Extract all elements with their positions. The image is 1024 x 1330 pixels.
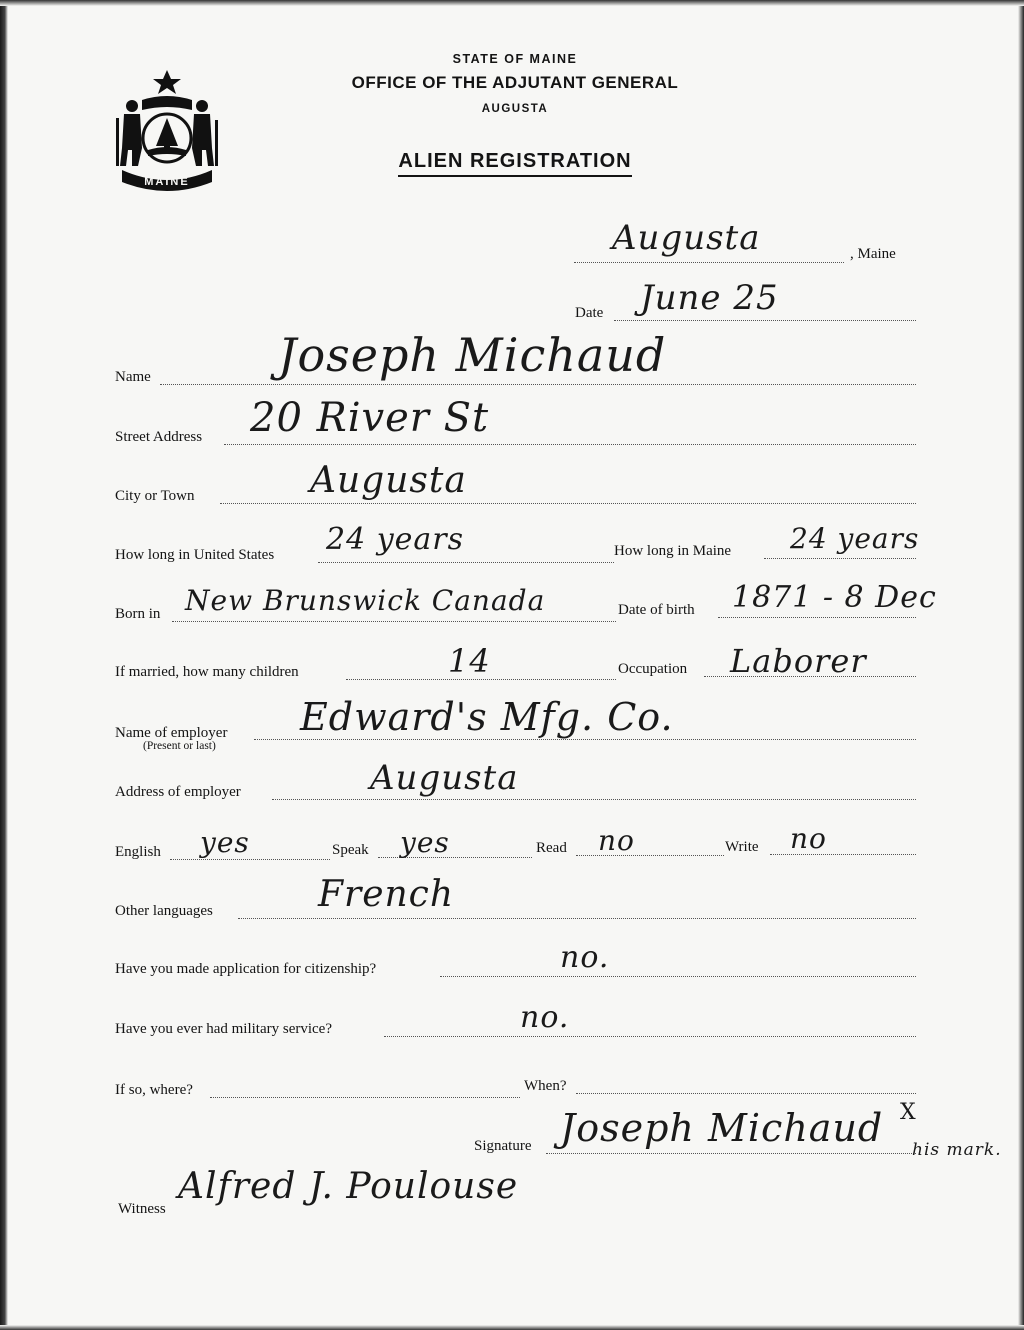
date-of-birth-entry: 1871 - 8 Dec — [732, 580, 937, 615]
born-in-label: Born in — [115, 606, 161, 622]
other-languages-entry: French — [318, 874, 455, 915]
city-heading: AUGUSTA — [481, 103, 549, 115]
street-field-line — [224, 444, 916, 445]
form-title: ALIEN REGISTRATION — [300, 150, 730, 173]
state-of-maine-seal-icon — [112, 66, 222, 194]
scan-edge-right — [1018, 0, 1024, 1330]
scan-edge-left — [0, 0, 8, 1330]
street-label: Street Address — [115, 429, 203, 445]
military-entry: no. — [520, 1000, 570, 1035]
name-field-line — [160, 384, 916, 385]
name-entry: Joseph Michaud — [278, 328, 667, 382]
date-of-birth-field-line — [718, 617, 916, 618]
military-label: Have you ever had military service? — [115, 1021, 332, 1037]
write-entry: no — [790, 822, 827, 855]
english-entry: yes — [200, 826, 250, 859]
english-label: English — [115, 844, 161, 860]
name-label: Name — [115, 369, 151, 385]
place-entry: Augusta — [612, 218, 761, 258]
street-entry: 20 River St — [250, 395, 490, 441]
long-us-field-line — [318, 562, 614, 563]
citizenship-field-line — [440, 976, 916, 977]
citizenship-entry: no. — [560, 940, 610, 975]
seal-banner-text: MAINE — [144, 176, 190, 188]
where-field-line — [210, 1097, 520, 1098]
military-field-line — [384, 1036, 916, 1037]
when-field-line — [576, 1093, 916, 1094]
signature-label: Signature — [474, 1138, 532, 1154]
speak-entry: yes — [400, 826, 450, 859]
english-field-line — [170, 859, 330, 860]
signature-note: his mark. — [912, 1140, 1002, 1160]
read-label: Read — [536, 840, 567, 856]
employer-address-field-line — [272, 799, 916, 800]
employer-label: Name of employer — [115, 725, 228, 741]
employer-note: (Present or last) — [143, 740, 216, 752]
born-in-field-line — [172, 621, 616, 622]
date-label: Date — [575, 305, 604, 321]
witness-label: Witness — [118, 1201, 166, 1217]
citizenship-label: Have you made application for citizenship? — [115, 961, 377, 977]
city-field-line — [220, 503, 916, 504]
date-of-birth-label: Date of birth — [618, 602, 695, 618]
place-field-line — [574, 262, 844, 263]
maine-label: , Maine — [850, 246, 896, 262]
signature-mark: X — [900, 1100, 917, 1125]
date-entry: June 25 — [640, 278, 779, 318]
occupation-entry: Laborer — [730, 642, 867, 680]
born-in-entry: New Brunswick Canada — [185, 584, 546, 617]
long-us-entry: 24 years — [326, 522, 465, 557]
occupation-label: Occupation — [618, 661, 688, 677]
scan-edge-bottom — [0, 1325, 1024, 1330]
office-heading: OFFICE OF THE ADJUTANT GENERAL — [351, 73, 679, 92]
scan-edge-top — [0, 0, 1024, 6]
date-field-line — [614, 320, 916, 321]
children-label: If married, how many children — [115, 664, 299, 680]
other-languages-label: Other languages — [115, 903, 213, 919]
read-entry: no — [598, 824, 635, 857]
where-label: If so, where? — [115, 1082, 193, 1098]
employer-address-label: Address of employer — [115, 784, 241, 800]
other-languages-field-line — [238, 918, 916, 919]
when-label: When? — [524, 1078, 567, 1094]
city-label: City or Town — [115, 488, 195, 504]
signature-entry: Joseph Michaud — [560, 1106, 884, 1150]
witness-entry: Alfred J. Poulouse — [178, 1166, 519, 1207]
city-entry: Augusta — [310, 460, 467, 501]
write-label: Write — [725, 839, 759, 855]
long-maine-field-line — [764, 558, 916, 559]
long-maine-entry: 24 years — [790, 522, 920, 555]
signature-field-line — [546, 1153, 916, 1154]
speak-label: Speak — [332, 842, 369, 858]
employer-address-entry: Augusta — [370, 758, 519, 798]
state-heading: STATE OF MAINE — [452, 52, 578, 66]
long-maine-label: How long in Maine — [614, 543, 732, 559]
long-us-label: How long in United States — [115, 547, 275, 563]
employer-field-line — [254, 739, 916, 740]
employer-entry: Edward's Mfg. Co. — [300, 695, 674, 739]
children-entry: 14 — [448, 642, 491, 680]
